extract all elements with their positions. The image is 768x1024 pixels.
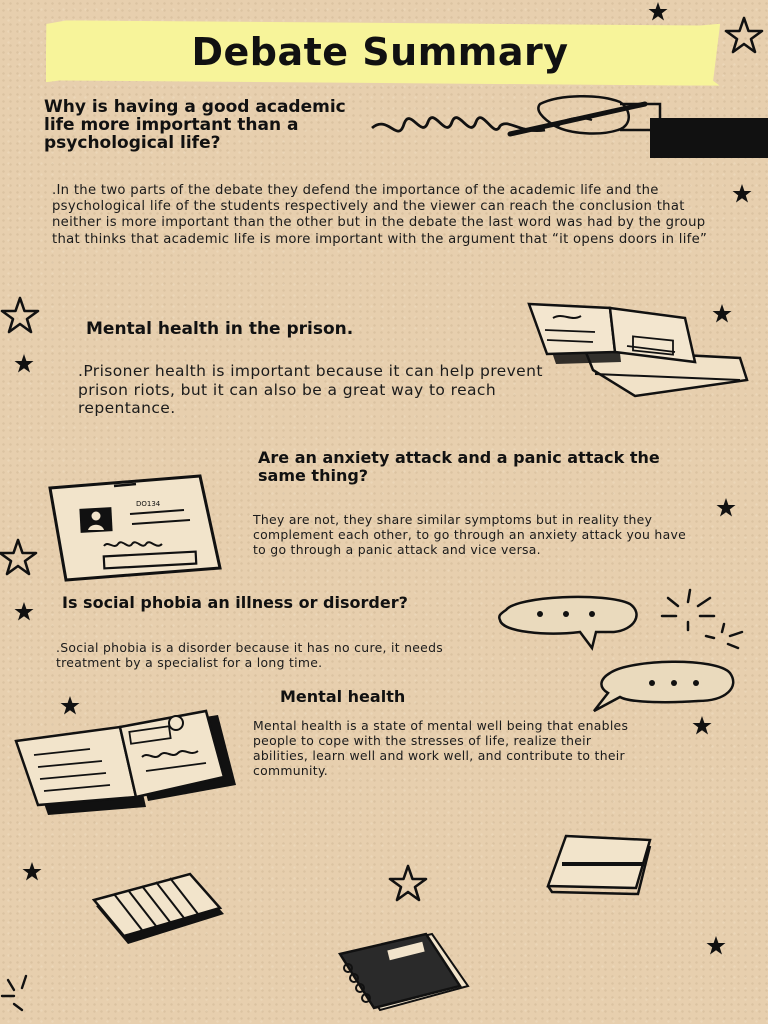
star-icon [15, 354, 34, 373]
section-5-body: Mental health is a state of mental well being that enables people to cope with the stresses of life, realize their abilities, learn well and work well, and contribute to their community. [253, 718, 629, 778]
section-1-heading: Why is having a good academic life more important than a psychological life? [44, 97, 346, 153]
section-5-heading: Mental health [280, 687, 406, 706]
star-icon [390, 866, 426, 900]
section-2-body: .Prisoner health is important because it can help prevent prison riots, but it can also be a great way to reach repentance. [78, 362, 543, 417]
section-1-body: .In the two parts of the debate they defend the importance of the academic life and the psychological life of the students respectively and the viewer can reach the conclusion that neither is more important than the other but in the debate the last word was had by the group that thinks that academic life is more important with the argument that “it opens doors in life” [52, 183, 708, 247]
star-icon [15, 602, 34, 621]
section-4-heading: Is social phobia an illness or disorder? [62, 593, 408, 612]
star-icon [2, 298, 38, 332]
star-icon [0, 540, 36, 574]
section-3-body: They are not, they share similar symptoms but in reality they complement each other, to go through an anxiety attack you have to go through a panic attack and vice versa. [253, 512, 687, 557]
star-icon [693, 716, 712, 735]
star-icon [726, 18, 762, 52]
star-icon [649, 2, 668, 21]
section-2-heading: Mental health in the prison. [86, 319, 354, 339]
sparkle-icon [2, 976, 26, 1010]
star-icon [733, 184, 752, 203]
star-icon [707, 936, 726, 955]
star-icon [713, 304, 732, 323]
id-card-number: DO134 [136, 500, 161, 508]
star-icon [717, 498, 736, 517]
section-3-heading: Are an anxiety attack and a panic attack the same thing? [258, 448, 660, 485]
star-icon [61, 696, 80, 715]
section-4-body: .Social phobia is a disorder because it has no cure, it needs treatment by a specialist for a long time. [56, 640, 444, 670]
star-icon [23, 862, 42, 881]
page-title: Debate Summary [191, 30, 569, 74]
